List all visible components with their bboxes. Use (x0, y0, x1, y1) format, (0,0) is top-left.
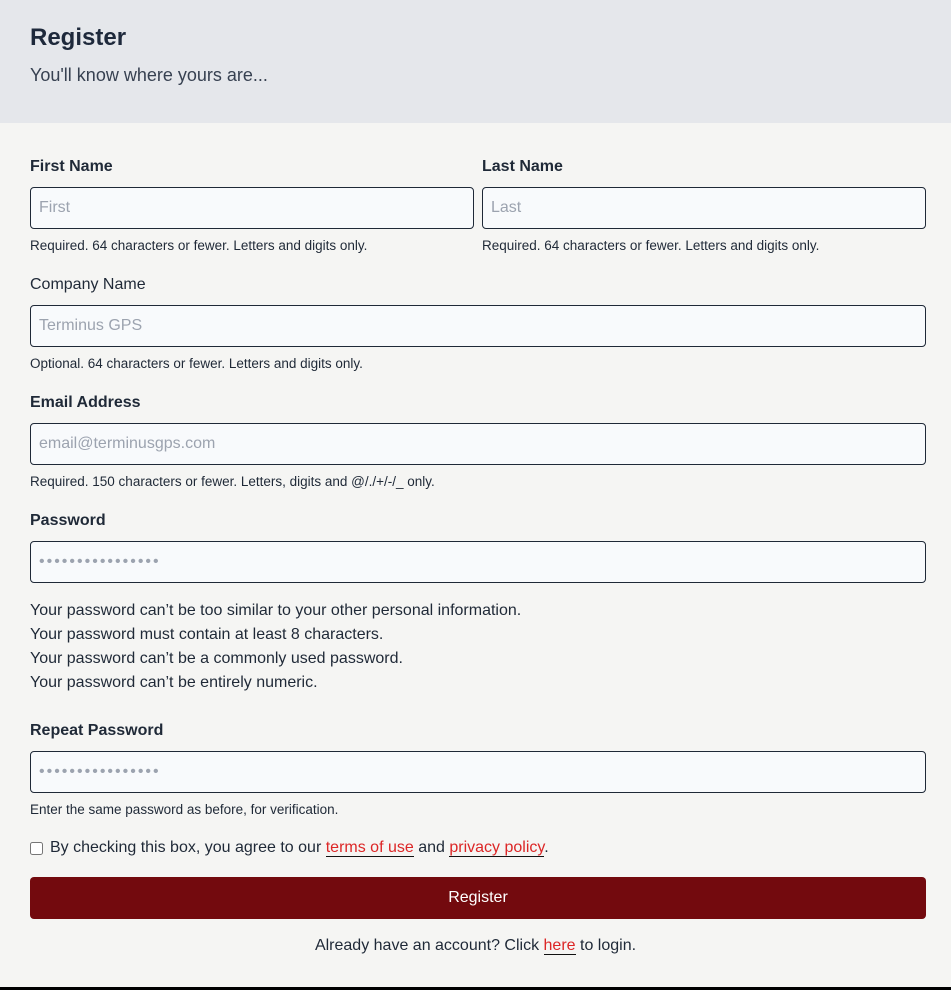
password-rule: Your password can’t be too similar to your other personal information. (30, 602, 522, 619)
last-name-input[interactable] (482, 187, 926, 229)
email-label: Email Address (30, 394, 141, 411)
repeat-password-input[interactable] (30, 751, 926, 793)
password-rule: Your password can’t be a commonly used password. (30, 650, 403, 667)
first-name-label: First Name (30, 158, 113, 175)
repeat-password-label: Repeat Password (30, 722, 164, 739)
company-help: Optional. 64 characters or fewer. Letters and digits only. (30, 356, 363, 371)
repeat-password-help: Enter the same password as before, for verification. (30, 802, 339, 817)
agree-prefix: By checking this box, you agree to our (50, 839, 326, 856)
agree-text (50, 839, 549, 857)
first-name-input[interactable] (30, 187, 474, 229)
login-prompt (0, 937, 951, 955)
password-rule: Your password can’t be entirely numeric. (30, 674, 318, 691)
terms-link[interactable]: terms of use (325, 839, 414, 856)
email-input[interactable] (30, 423, 926, 465)
login-suffix: to login. (575, 937, 637, 954)
password-input[interactable] (30, 541, 926, 583)
company-input[interactable] (30, 305, 926, 347)
password-rules (30, 599, 521, 695)
agree-suffix: . (544, 839, 549, 856)
login-link[interactable]: here (543, 937, 576, 954)
agree-middle: and (413, 839, 450, 856)
agree-checkbox[interactable] (30, 842, 43, 855)
register-button[interactable]: Register (30, 877, 926, 919)
last-name-label: Last Name (482, 158, 563, 175)
first-name-help: Required. 64 characters or fewer. Letters and digits only. (30, 238, 368, 253)
page-subtitle: You'll know where yours are... (30, 65, 268, 85)
company-label: Company Name (30, 276, 146, 293)
password-rule: Your password must contain at least 8 characters. (30, 626, 384, 643)
page-header (0, 0, 951, 123)
email-help: Required. 150 characters or fewer. Letters, digits and @/./+/-/_ only. (30, 474, 435, 489)
login-prefix: Already have an account? Click (314, 937, 544, 954)
password-label: Password (30, 512, 106, 529)
page-title: Register (30, 24, 127, 51)
privacy-link[interactable]: privacy policy (449, 839, 545, 856)
last-name-help: Required. 64 characters or fewer. Letters and digits only. (482, 238, 820, 253)
agree-row (30, 839, 549, 857)
